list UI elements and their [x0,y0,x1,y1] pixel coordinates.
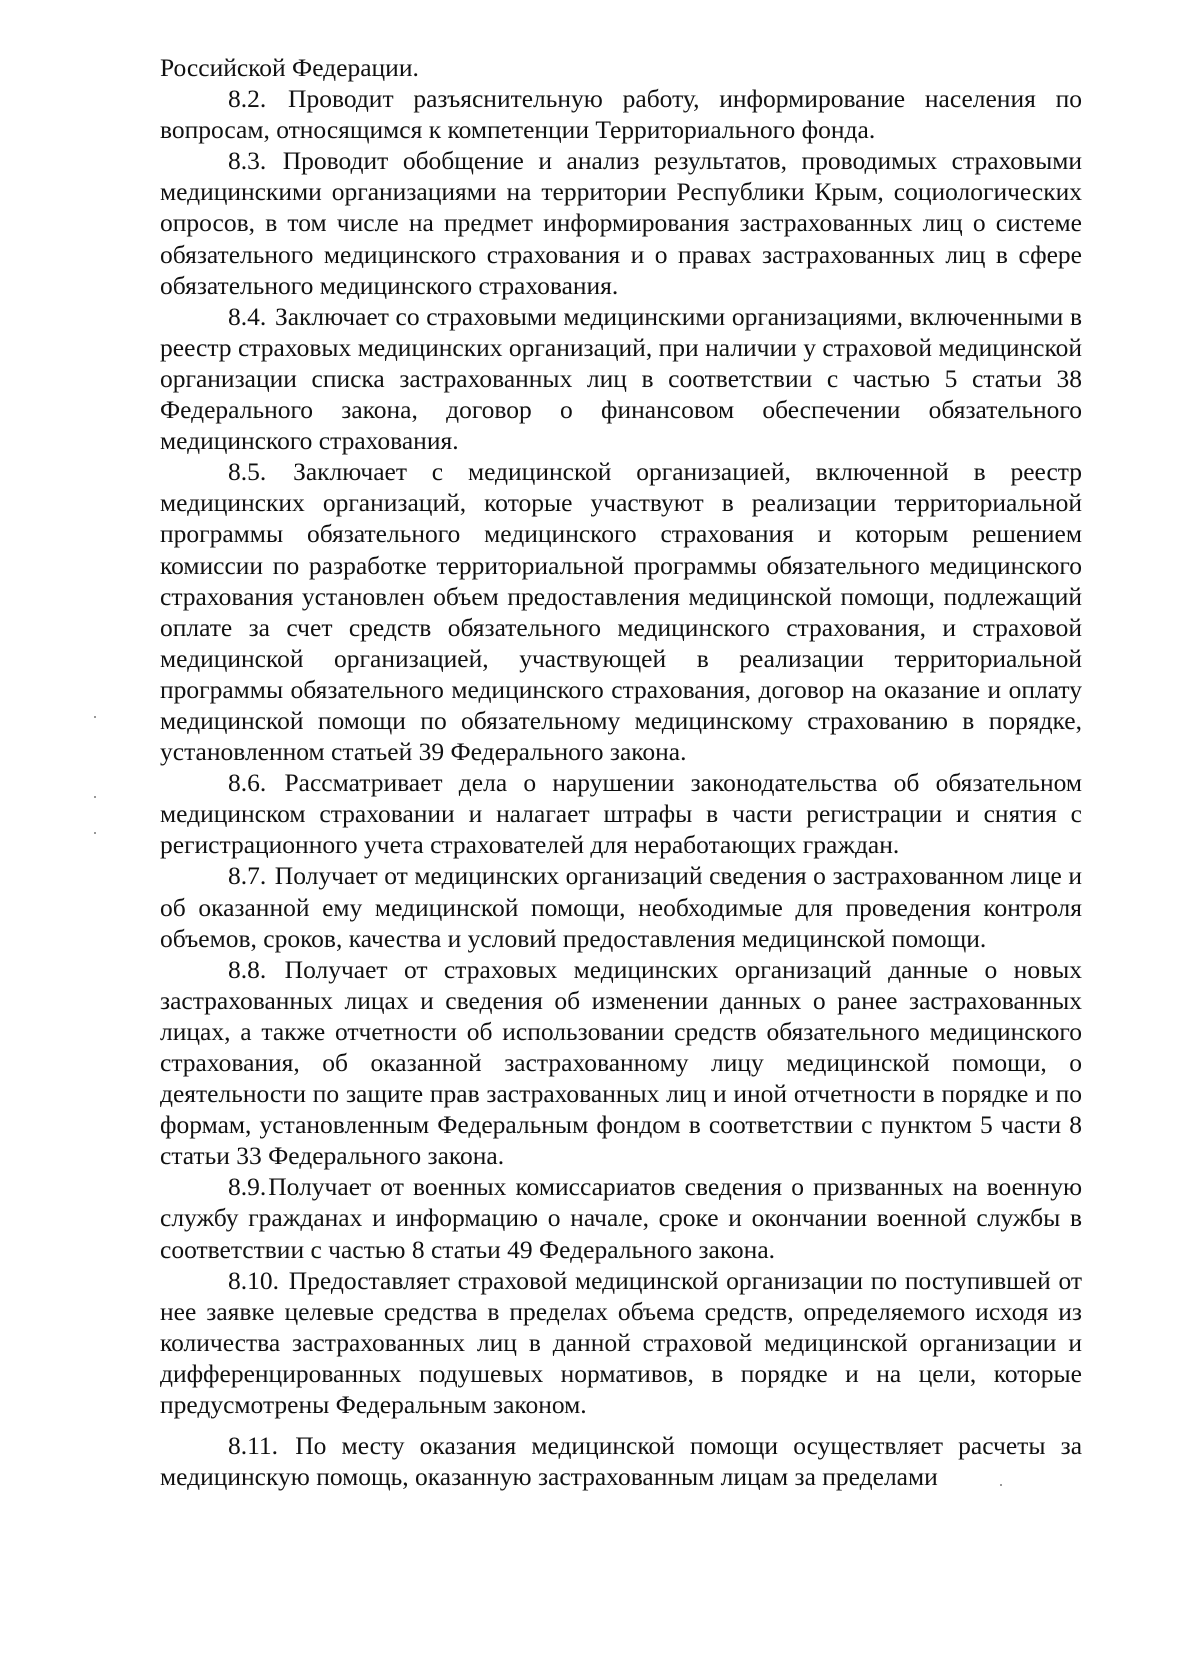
scan-speck [1000,1484,1002,1486]
clause-text: Получает от страховых медицинских организаций данные о новых застрахованных лицах и сведения об изменении данных о ранее застрахованных лицах, а также отчетности об использовании средств обязательного медицинского страхования, об оказанной застрахованному лицу медицинской помощи, о деятельности по защите прав застрахованных лиц и иной отчетности в порядке и по формам, установленным Федеральным фондом в соответствии с пунктом 5 части 8 статьи 33 Федерального закона. [160,954,1082,1171]
clause-text: По месту оказания медицинской помощи осуществляет расчеты за медицинскую помощь, оказанную застрахованным лицам за пределами [160,1431,1083,1492]
clause-text: Проводит разъяснительную работу, информирование населения по вопросам, относящимся к компетенции Территориального фонда. [160,84,1082,145]
clause-8-10 [160,1265,1082,1420]
clause-8-4 [160,301,1082,456]
clause-number: 8.7. [228,861,267,891]
scan-speck [94,716,96,718]
clause-text: Рассматривает дела о нарушении законодательства об обязательном медицинском страховании и налагает штрафы в части регистрации и снятия с регистрационного учета страхователей для неработающих граждан. [160,768,1083,860]
clause-number: 8.10. [228,1265,279,1295]
clause-text: Предоставляет страховой медицинской организации по поступившей от нее заявке целевые средства в пределах объема средств, определяемого исходя из количества застрахованных лиц в данной страховой медицинской организации и дифференцированных подушевых нормативов, в порядке и на цели, которые предусмотрены Федеральным законом. [160,1265,1082,1420]
clause-text: Заключает с медицинской организацией, включенной в реестр медицинских организаций, которые участвуют в реализации территориальной программы обязательного медицинского страхования и которым решением комиссии по разработке территориальной программы обязательного медицинского страхования установлен объем предоставления медицинской помощи, подлежащий оплате за счет средств обязательного медицинского страхования, и страховой медицинской организацией, участвующей в реализации территориальной программы обязательного медицинского страхования, договор на оказание и оплату медицинской помощи по обязательному медицинскому страхованию в порядке, установленном статьей 39 Федерального закона. [160,457,1082,767]
clause-8-5 [160,456,1082,767]
clause-text: Проводит обобщение и анализ результатов, проводимых страховыми медицинскими организациями на территории Республики Крым, социологических опросов, в том числе на предмет информирования застрахованных лиц о системе обязательного медицинского страхования и о правах застрахованных лиц в сфере обязательного медицинского страхования. [160,146,1083,300]
clause-text: Получает от военных комиссариатов сведения о призванных на военную службу гражданах и информацию о начале, сроке и окончании военной службы в соответствии с частью 8 статьи 49 Федерального закона. [160,1172,1082,1264]
clause-number: 8.3. [228,146,267,176]
document-page [160,52,1082,1492]
clause-number: 8.5. [228,457,267,487]
clause-8-7 [160,860,1082,953]
clause-number: 8.6. [228,768,267,798]
continuation-text: Российской Федерации. [160,53,419,82]
clause-text: Заключает со страховыми медицинскими организациями, включенными в реестр страховых медицинских организаций, при наличии у страховой медицинской организации списка застрахованных лиц в соответствии с частью 5 статьи 38 Федерального закона, договор о финансовом обеспечении обязательного медицинского страхования. [160,301,1082,456]
clause-number: 8.8. [228,954,267,984]
scan-speck [94,796,96,798]
clause-number: 8.9. [228,1172,267,1202]
clause-8-2 [160,83,1082,145]
clause-number: 8.11. [228,1431,279,1461]
clause-8-3 [160,145,1082,300]
clause-8-8 [160,954,1082,1172]
clause-8-6 [160,767,1082,860]
clause-number: 8.4. [228,301,267,331]
scan-speck [94,832,96,834]
clause-8-11 [160,1430,1082,1492]
clause-8-9 [160,1171,1082,1264]
clause-number: 8.2. [228,84,267,114]
clause-text: Получает от медицинских организаций сведения о застрахованном лице и об оказанной ему медицинской помощи, необходимые для проведения контроля объемов, сроков, качества и условий предоставления медицинской помощи. [160,861,1082,953]
